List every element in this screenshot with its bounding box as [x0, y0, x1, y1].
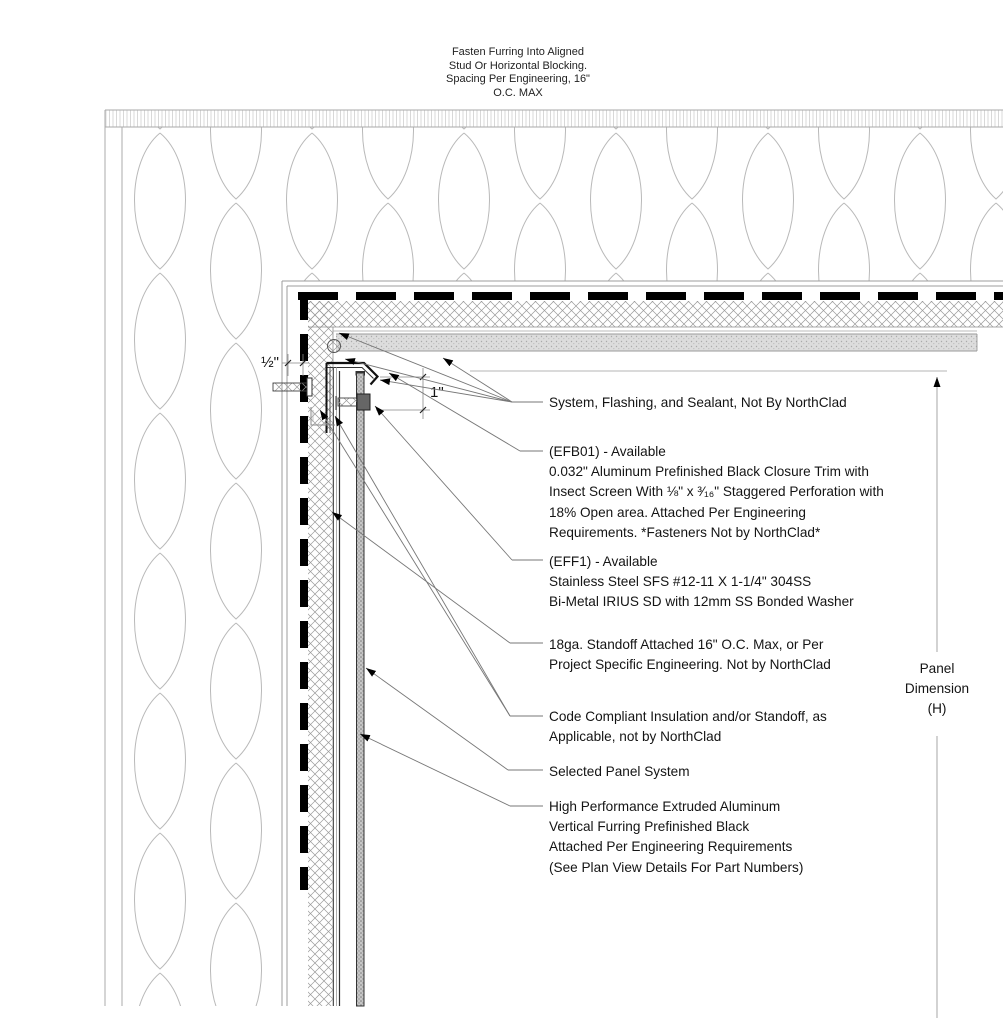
svg-text:1": 1" — [430, 384, 444, 401]
leader-code-insulation — [320, 410, 543, 716]
panel-strip — [356, 371, 366, 1006]
note-line: Spacing Per Engineering, 16" — [446, 73, 590, 85]
note-line: Stud Or Horizontal Blocking. — [448, 59, 588, 72]
svg-text:(H): (H) — [927, 701, 947, 716]
annotation-vertical-furring: High Performance Extruded Aluminum Vertical Furring Prefinished Black Attached Per Engineering Requirements (See Plan View Details For Part Numbers) — [549, 799, 804, 875]
annotation-system-flashing: System, Flashing, and Sealant, Not By NorthClad — [549, 395, 847, 410]
interior-finish-lines — [105, 110, 122, 1006]
backer-rod — [328, 340, 341, 353]
leader-efb01 — [389, 373, 543, 451]
annotation-eff1-fastener: (EFF1) - Available Stainless Steel SFS #12-11 X 1-1/4" 304SS Bi-Metal IRIUS SD with 12mm SS Bonded Washer — [549, 554, 854, 610]
annotation-code-compliant-insulation: Code Compliant Insulation and/or Standoff, as Applicable, not by NorthClad — [549, 709, 827, 745]
leader-eff1 — [375, 406, 543, 560]
note-box — [433, 44, 603, 102]
eff1-fastener — [336, 394, 370, 410]
annotation-selected-panel-system: Selected Panel System — [549, 764, 690, 779]
leader-selected-panel — [366, 668, 543, 770]
annotation-standoff-18ga: 18ga. Standoff Attached 16" O.C. Max, or Per Project Specific Engineering. Not by NorthClad — [549, 637, 831, 673]
annotation-efb01-closure-trim: (EFB01) - Available 0.032" Aluminum Prefinished Black Closure Trim with Insect Screen With ⅛" x ³⁄₁₆" Staggered Perforation with 18% Open area. Attached Per Engineering Requirements. *Fasteners Not by NorthClad* — [549, 444, 884, 540]
furring-lines — [334, 367, 340, 1006]
svg-text:Dimension: Dimension — [904, 681, 970, 696]
flashing-band — [333, 331, 977, 351]
svg-text:½": ½" — [261, 354, 279, 371]
note-line: O.C. MAX — [493, 86, 543, 99]
top-plate-band — [105, 110, 1003, 127]
svg-text:Panel: Panel — [919, 661, 955, 676]
note-line: Fasten Furring Into Aligned — [451, 46, 585, 58]
